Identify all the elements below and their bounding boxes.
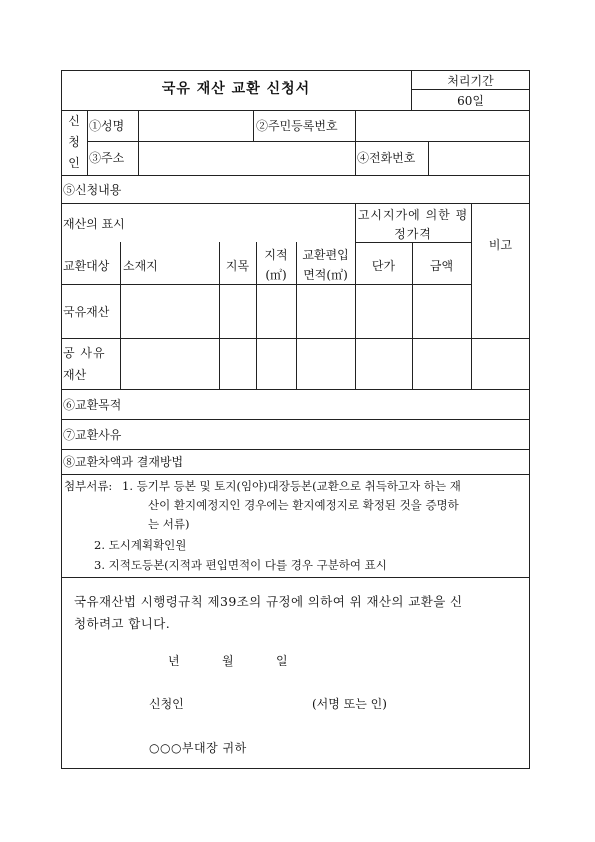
settlement-field[interactable] [230, 455, 520, 469]
divider [61, 449, 530, 450]
attachment-item-2: 2. 도시계획확인원 [94, 538, 187, 552]
date-month: 월 [222, 654, 234, 668]
col-target: 교환대상 [63, 259, 110, 273]
date-year: 년 [168, 654, 180, 668]
signature-note: (서명 또는 인) [312, 697, 387, 711]
col-area: 지적 [264, 248, 288, 262]
col-area-unit: (㎡) [265, 268, 287, 282]
divider [87, 141, 530, 142]
remarks-header: 비고 [488, 238, 513, 252]
divider [61, 474, 530, 475]
col-incorporated-area: 면적(㎡) [303, 268, 348, 282]
recipient: ○○○부대장 귀하 [149, 741, 247, 755]
col-amount: 금액 [429, 259, 454, 273]
property-display-label: 재산의 표시 [63, 217, 125, 231]
processing-period-value: 60일 [457, 94, 484, 108]
divider [428, 141, 429, 175]
declaration-text: 국유재산법 시행령규칙 제39조의 규정에 의하여 위 재산의 교환을 신 [74, 594, 463, 609]
row-target-private: 공 사유 [63, 346, 106, 360]
name-label: ①성명 [89, 119, 125, 133]
divider [296, 242, 297, 389]
request-section-label: ⑤신청내용 [63, 183, 122, 197]
reason-field[interactable] [160, 428, 520, 442]
divider [87, 110, 88, 175]
col-unit-price: 단가 [371, 259, 396, 273]
divider [61, 577, 530, 578]
attachments-label: 첨부서류: [64, 479, 113, 493]
purpose-label: ⑥교환목적 [63, 398, 122, 412]
reason-label: ⑦교환사유 [63, 428, 122, 442]
phone-field[interactable] [432, 151, 526, 165]
applicant-section-label: 신 [68, 114, 80, 128]
divider [61, 110, 530, 111]
attachment-item-1: 산이 환지예정지인 경우에는 환지예정지로 확정된 것을 증명하 [148, 498, 459, 512]
phone-label: ④전화번호 [357, 151, 416, 165]
declaration-text: 청하려고 합니다. [74, 616, 171, 631]
divider [355, 141, 356, 175]
purpose-field[interactable] [160, 398, 520, 412]
divider [61, 419, 530, 420]
name-field[interactable] [142, 119, 248, 133]
attachment-item-1: 는 서류) [148, 517, 190, 531]
divider [61, 175, 530, 176]
divider [61, 284, 471, 285]
divider [138, 110, 139, 175]
settlement-label: ⑧교환차액과 결재방법 [63, 455, 184, 469]
applicant-section-label: 청 [68, 135, 80, 149]
address-label: ③주소 [89, 151, 125, 165]
row-target-private: 재산 [63, 368, 87, 382]
divider [61, 203, 530, 204]
divider [471, 203, 472, 389]
applicant-section-label: 인 [68, 156, 80, 170]
divider [120, 242, 121, 389]
rrn-label: ②주민등록번호 [256, 119, 338, 133]
divider [355, 110, 356, 141]
processing-period-label: 처리기간 [447, 74, 494, 88]
attachment-item-3: 3. 지적도등본(지적과 편입면적이 다를 경우 구분하여 표시 [94, 558, 387, 572]
price-header: 고시지가에 의한 평정가격 [357, 208, 469, 241]
col-location: 소재지 [123, 259, 158, 273]
date-day: 일 [276, 654, 288, 668]
col-incorporated-area: 교환편입 [302, 248, 349, 262]
divider [253, 110, 254, 141]
divider [355, 203, 356, 389]
divider [61, 389, 530, 390]
divider [256, 242, 257, 389]
attachment-item-1: 1. 등기부 등본 및 토지(임야)대장등본(교환으로 취득하고자 하는 재 [122, 479, 461, 493]
divider [411, 89, 530, 90]
rrn-field[interactable] [360, 119, 525, 133]
applicant-signature-label: 신청인 [149, 697, 184, 711]
col-land-category: 지목 [225, 259, 250, 273]
row-target-state: 국유재산 [63, 305, 110, 319]
address-field[interactable] [142, 151, 350, 165]
form-title: 국유 재산 교환 신청서 [161, 81, 311, 97]
